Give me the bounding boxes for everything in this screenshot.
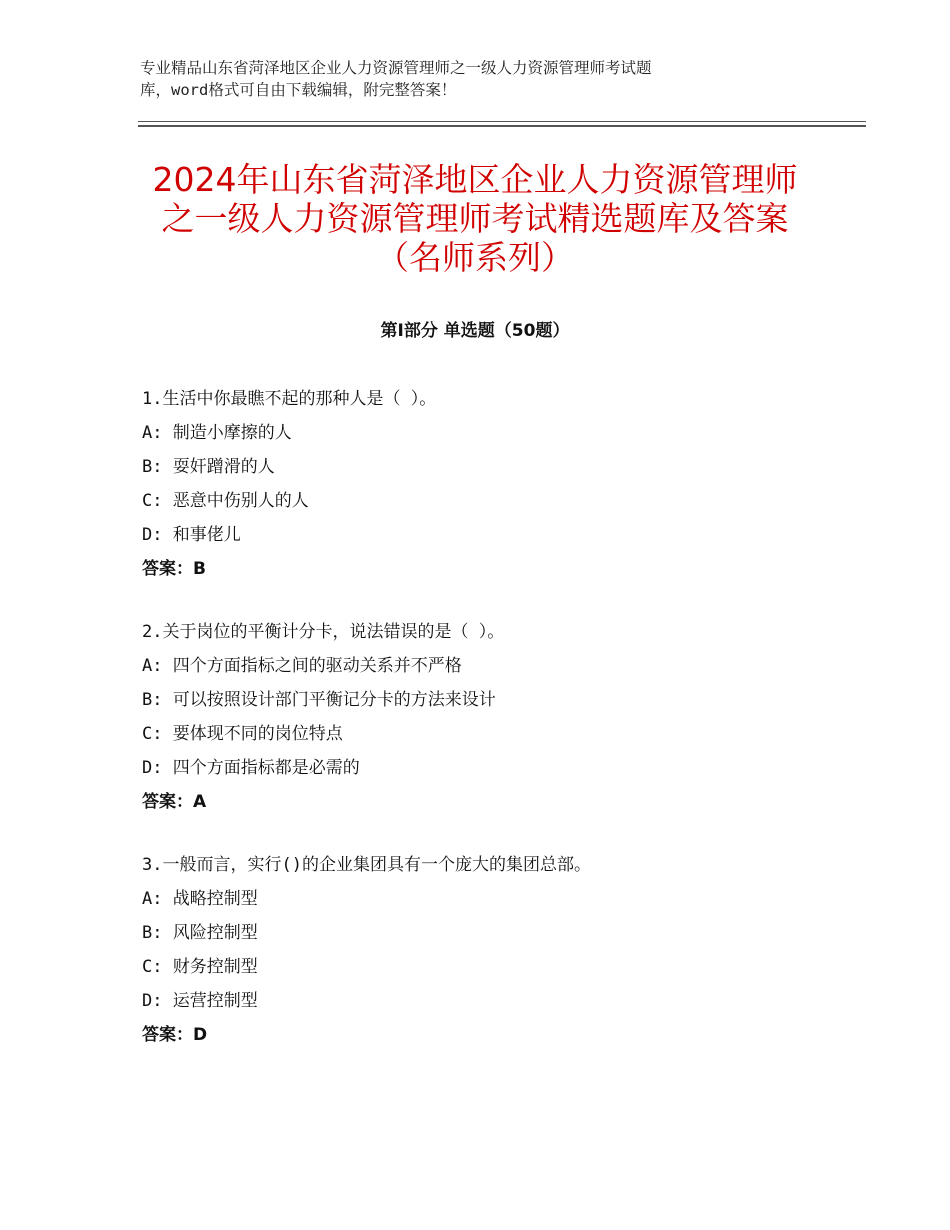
- document-title: [120, 160, 830, 277]
- option-b: B: 耍奸蹭滑的人: [142, 457, 275, 477]
- question-item: [142, 848, 862, 1052]
- answer-text: 答案：A: [142, 792, 207, 812]
- document-title-line-1: 2024年山东省菏泽地区企业人力资源管理师: [152, 160, 798, 199]
- header-divider-thick: [138, 125, 866, 127]
- option-b: B: 可以按照设计部门平衡记分卡的方法来设计: [142, 690, 496, 710]
- document-title-line-3: （名师系列）: [376, 238, 574, 277]
- question-stem: 3.一般而言，实行()的企业集团具有一个庞大的集团总部。: [142, 855, 591, 875]
- option-a: A: 战略控制型: [142, 889, 258, 909]
- header-note-line-2: 库，word格式可自由下载编辑，附完整答案！: [140, 81, 457, 99]
- question-stem: 1.生活中你最瞧不起的那种人是（ ）。: [142, 389, 437, 409]
- option-c: C: 财务控制型: [142, 957, 258, 977]
- header-note: [140, 57, 780, 101]
- option-a: A: 制造小摩擦的人: [142, 423, 292, 443]
- option-d: D: 四个方面指标都是必需的: [142, 758, 360, 778]
- question-item: [142, 615, 862, 819]
- section-title: 第Ⅰ部分 单选题（50题）: [380, 321, 570, 341]
- question-item: [142, 382, 862, 586]
- question-list: [142, 382, 862, 1081]
- header-divider-thin: [138, 121, 866, 122]
- document-title-line-2: 之一级人力资源管理师考试精选题库及答案: [161, 199, 789, 238]
- answer-text: 答案：B: [142, 559, 206, 579]
- option-c: C: 要体现不同的岗位特点: [142, 724, 343, 744]
- answer-text: 答案：D: [142, 1025, 208, 1045]
- option-a: A: 四个方面指标之间的驱动关系并不严格: [142, 656, 462, 676]
- option-d: D: 和事佬儿: [142, 525, 241, 545]
- question-stem: 2.关于岗位的平衡计分卡，说法错误的是（ ）。: [142, 622, 505, 642]
- option-c: C: 恶意中伤别人的人: [142, 491, 309, 511]
- header-note-line-1: 专业精品山东省菏泽地区企业人力资源管理师之一级人力资源管理师考试题: [140, 59, 652, 77]
- option-b: B: 风险控制型: [142, 923, 258, 943]
- option-d: D: 运营控制型: [142, 991, 258, 1011]
